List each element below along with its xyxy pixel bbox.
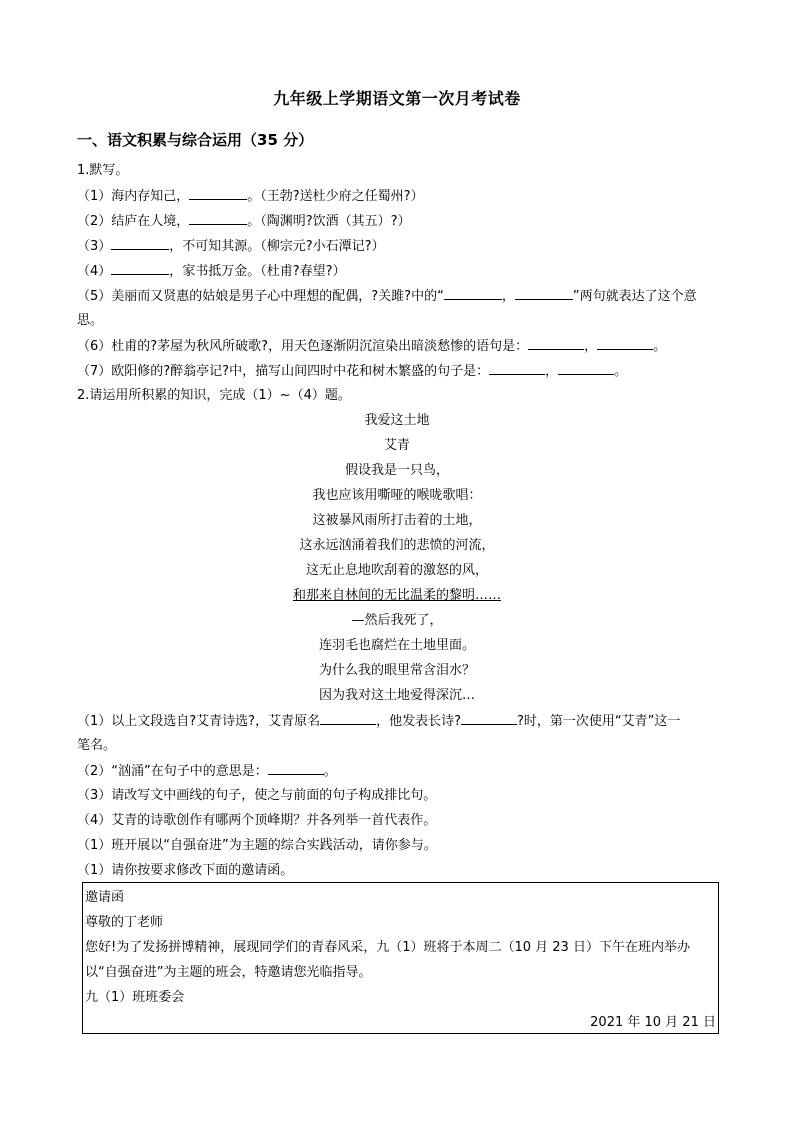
- question-1-item-4: （4） ，家书抵万金。（杜甫?春望?）: [77, 264, 346, 279]
- invitation-body: 您好!为了发扬拼博精神，展现同学们的青春风采，九（1）班将于本周二（10 月 23 日）下午在班内举办: [85, 940, 690, 955]
- answer-blank[interactable]: [111, 262, 169, 275]
- question-1-item-5-continued: 思。: [77, 313, 104, 328]
- question-2-item-1-continued: 笔名。: [77, 738, 117, 753]
- question-1-item-6: （6）杜甫的?茅屋为秋风所破歌?，用天色逐渐阴沉渲染出暗淡愁惨的语句是： ， 。: [77, 339, 667, 354]
- question-1-heading: 1.默写。: [77, 163, 129, 178]
- invitation-signature: 九（1）班班委会: [85, 990, 185, 1005]
- poem-title: 我爱这土地: [364, 413, 430, 428]
- answer-blank[interactable]: [111, 237, 169, 250]
- poem-line: —然后我死了，: [351, 613, 443, 628]
- activity-intro: （1）班开展以“自强奋进”为主题的综合实践活动，请你参与。: [77, 838, 437, 853]
- poem-line: 这无止息地吹刮着的激怒的风，: [305, 563, 488, 578]
- question-2-item-3: （3）请改写文中画线的句子，使之与前面的句子构成排比句。: [77, 788, 437, 803]
- invitation-box: [82, 882, 719, 1034]
- poem-line: 这永远汹涌着我们的悲愤的河流，: [299, 538, 495, 553]
- question-1-item-5: （5）美丽而又贤惠的姑娘是男子心中理想的配偶，?关雎?中的“ ， ”两句就表达了这个意: [77, 289, 697, 304]
- answer-blank[interactable]: [515, 287, 573, 300]
- invitation-greeting: 尊敬的丁老师: [85, 915, 164, 930]
- invitation-heading: 邀请函: [85, 890, 125, 905]
- invitation-body: 以“自强奋进”为主题的班会，特邀请您光临指导。: [85, 965, 372, 980]
- question-1-item-3: （3） ，不可知其源。（柳宗元?小石潭记?）: [77, 239, 385, 254]
- section-heading: 一、语文积累与综合运用（35 分）: [77, 131, 314, 149]
- poem-line: 这被暴风雨所打击着的土地，: [312, 513, 482, 528]
- question-2-heading: 2.请运用所积累的知识，完成（1）~（4）题。: [77, 388, 351, 403]
- question-2-item-4: （4）艾青的诗歌创作有哪两个顶峰期？并各列举一首代表作。: [77, 813, 437, 828]
- question-1-item-2: （2）结庐在人境， 。（陶渊明?饮酒（其五）?）: [77, 214, 411, 229]
- poem-line-underlined: 和那来自林间的无比温柔的黎明……: [292, 588, 501, 603]
- answer-blank[interactable]: [528, 337, 584, 350]
- poem-line: 因为我对这土地爱得深沉…: [318, 688, 475, 703]
- answer-blank[interactable]: [189, 212, 247, 225]
- answer-blank[interactable]: [444, 287, 502, 300]
- answer-blank[interactable]: [268, 762, 324, 775]
- question-1-item-1: （1）海内存知己， 。（王勃?送杜少府之任蜀州?）: [77, 189, 424, 204]
- answer-blank[interactable]: [597, 337, 653, 350]
- poem-author: 艾青: [383, 438, 410, 453]
- activity-task-1: （1）请你按要求修改下面的邀请函。: [77, 863, 294, 878]
- answer-blank[interactable]: [461, 712, 517, 725]
- question-2-item-2: （2）“汹涌”在句子中的意思是： 。: [77, 764, 337, 779]
- poem-line: 为什么我的眼里常含泪水？: [318, 663, 475, 678]
- poem-line: 我也应该用嘶哑的喉咙歌唱：: [312, 488, 482, 503]
- page-title: 九年级上学期语文第一次月考试卷: [273, 89, 521, 108]
- answer-blank[interactable]: [320, 712, 376, 725]
- answer-blank[interactable]: [189, 187, 247, 200]
- poem-line: 连羽毛也腐烂在土地里面。: [318, 638, 475, 653]
- invitation-date: 2021 年 10 月 21 日: [590, 1015, 716, 1030]
- answer-blank[interactable]: [489, 362, 545, 375]
- question-1-item-7: （7）欧阳修的?醉翁亭记?中，描写山间四时中花和树木繁盛的句子是： ， 。: [77, 364, 628, 379]
- question-2-item-1: （1）以上文段选自?艾青诗选?，艾青原名 ，他发表长诗? ?时，第一次使用“艾青”这一: [77, 714, 681, 729]
- answer-blank[interactable]: [558, 362, 614, 375]
- poem-line: 假设我是一只鸟，: [344, 463, 449, 478]
